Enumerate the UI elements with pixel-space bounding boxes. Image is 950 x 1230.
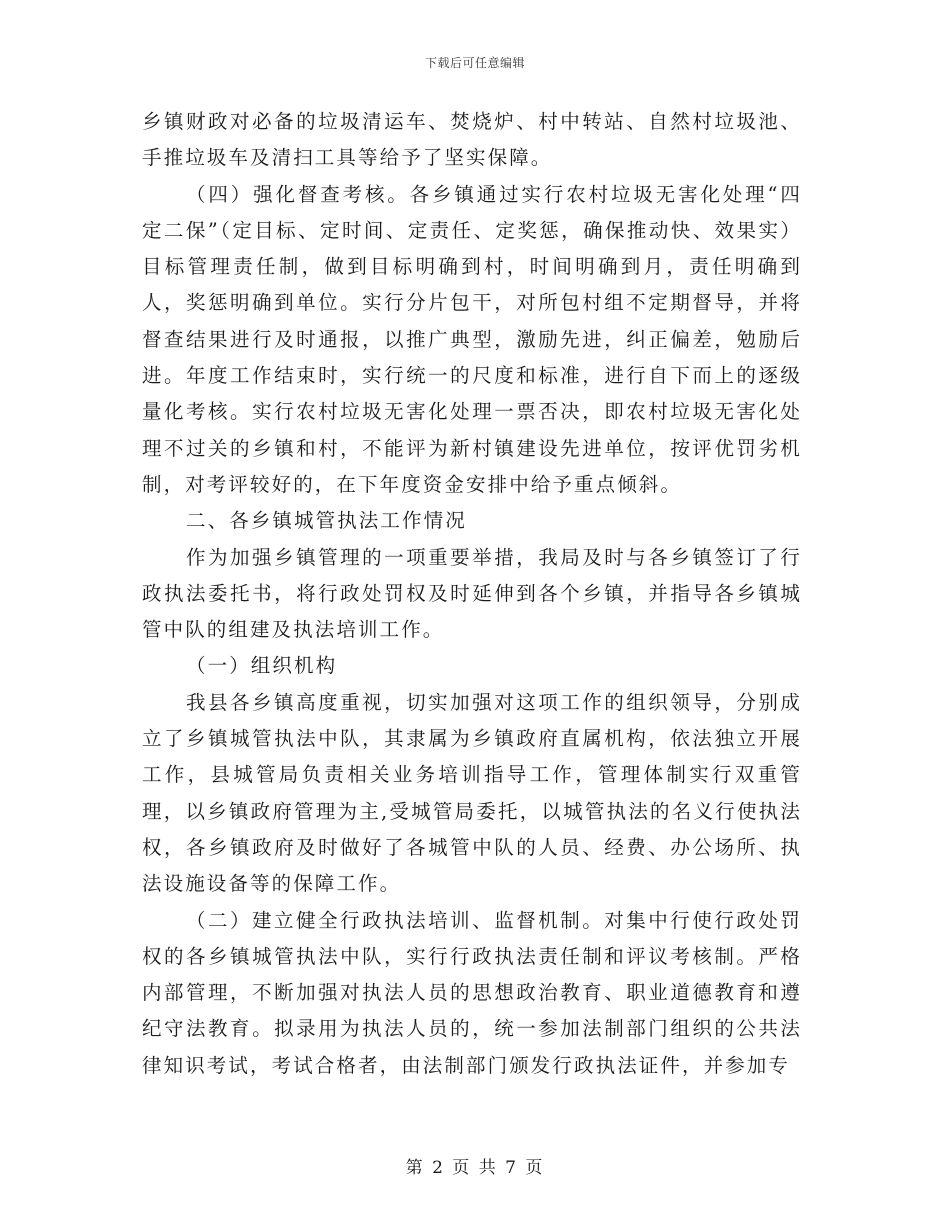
paragraph-organization: 我县各乡镇高度重视，切实加强对这项工作的组织领导，分别成立了乡镇城管执法中队，其隶属为乡镇政府直属机构，依法独立开展工作，县城管局负责相关业务培训指导工作，管理体制实行双重管理，以乡镇政府管理为主,受城管局委托，以城管执法的名义行使执法权，各乡镇政府及时做好了各城管中队的人员、经费、办公场所、执法设施设备等的保障工作。 bbox=[142, 690, 802, 896]
subheading-organization: （一）组织机构 bbox=[186, 654, 338, 678]
page-number: 第 2 页 共 7 页 bbox=[405, 1158, 545, 1178]
paragraph-sanitation-funding: 乡镇财政对必备的垃圾清运车、焚烧炉、村中转站、自然村垃圾池、手推垃圾车及清扫工具等给予了坚实保障。 bbox=[142, 110, 802, 170]
document-body bbox=[142, 104, 802, 1084]
paragraph-enforcement-intro: 作为加强乡镇管理的一项重要举措，我局及时与各乡镇签订了行政执法委托书，将行政处罚权及时延伸到各个乡镇，并指导各乡镇城管中队的组建及执法培训工作。 bbox=[142, 545, 802, 642]
paragraph-supervision-assessment: （四）强化督查考核。各乡镇通过实行农村垃圾无害化处理“四定二保”（定目标、定时间、定责任、定奖惩，确保推动快、效果实）目标管理责任制，做到目标明确到村，时间明确到月，责任明确到人，奖惩明确到单位。实行分片包干，对所包村组不定期督导，并将督查结果进行及时通报，以推广典型，激励先进，纠正偏差，勉励后进。年度工作结束时，实行统一的尺度和标准，进行自下而上的逐级量化考核。实行农村垃圾无害化处理一票否决，即农村垃圾无害化处理不过关的乡镇和村，不能评为新村镇建设先进单位，按评优罚劣机制，对考评较好的，在下年度资金安排中给予重点倾斜。 bbox=[142, 182, 802, 496]
section-heading-enforcement: 二、各乡镇城管执法工作情况 bbox=[186, 509, 467, 533]
page-header: 下载后可任意编辑 bbox=[424, 56, 525, 70]
paragraph-training-supervision: （二）建立健全行政执法培训、监督机制。对集中行使行政处罚权的各乡镇城管执法中队，实行行政执法责任制和评议考核制。严格内部管理，不断加强对执法人员的思想政治教育、职业道德教育和遵纪守法教育。拟录用为执法人员的，统一参加法制部门组织的公共法律知识考试，考试合格者，由法制部门颁发行政执法证件，并参加专 bbox=[142, 908, 802, 1077]
